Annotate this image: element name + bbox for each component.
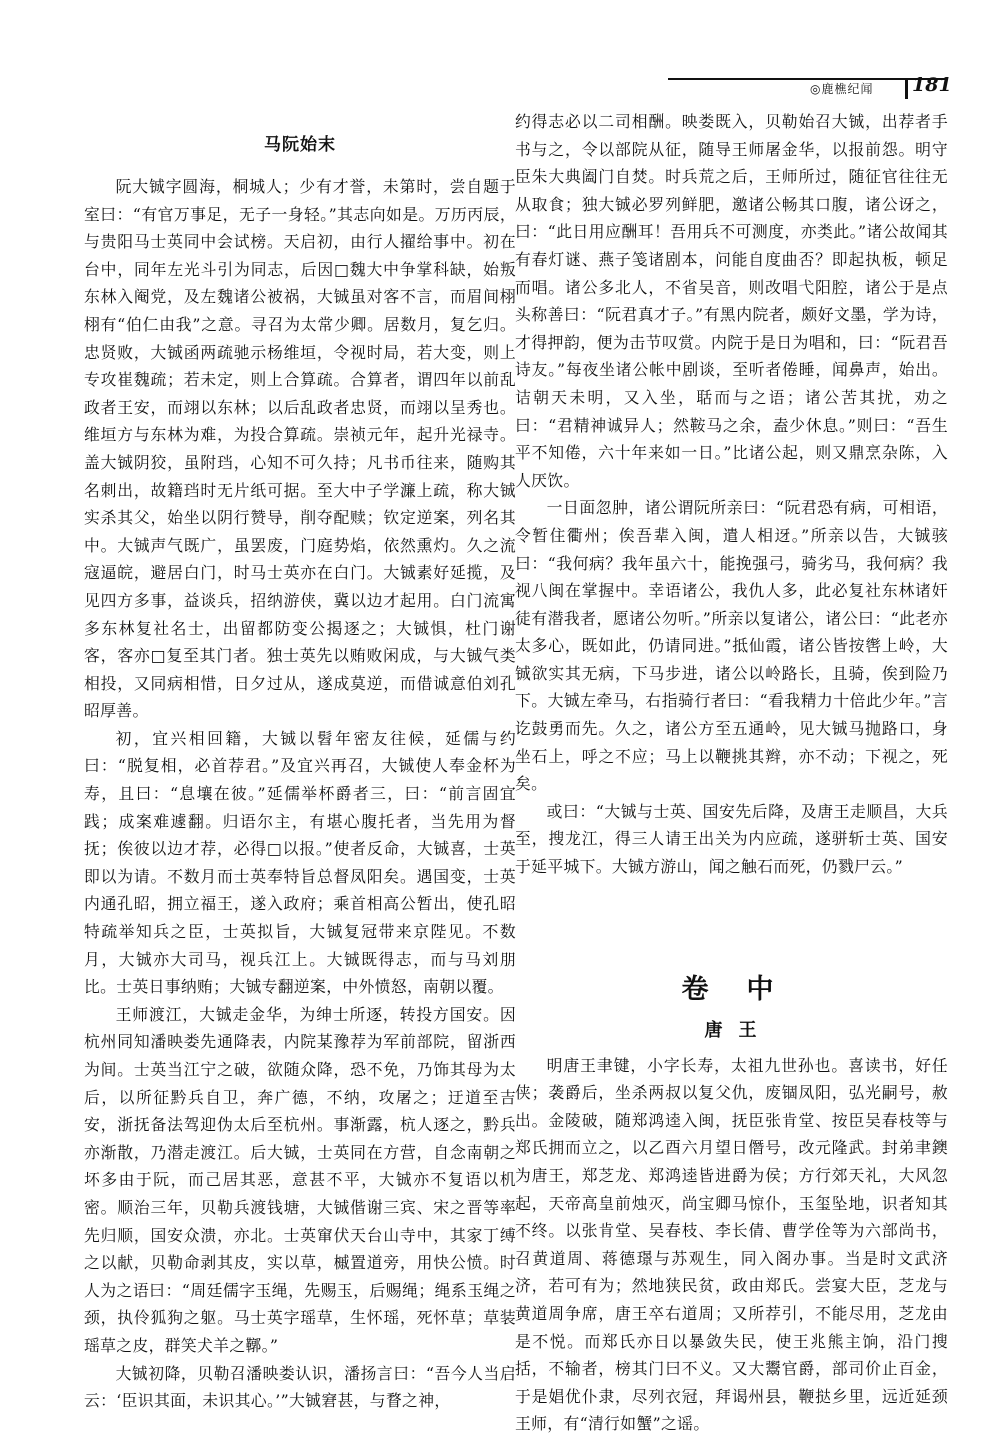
paragraph: 王师渡江，大铖走金华，为绅士所逐，转投方国安。因杭州同知潘映娄先通降表，内院某豫荐为军前部院，留浙西为间。士英当江宁之破，欲随众降，恐不免，乃饰其母为太后，以所征黔兵自卫，奔广德，不纳，攻屠之；迂道至吉安，浙抚备法驾迎伪太后至杭州。事渐露，杭人逐之，黔兵亦渐散，乃潜走渡江。后大铖，士英同在方营，自念南朝之坏多由于阮，而己居其恶，意甚不平，大铖亦不复语以机密。顺治三年，贝勒兵渡钱塘，大铖偕谢三宾、宋之晋等率先归顺，国安众溃，亦北。士英窜伏天台山寺中，其家丁缚之以献，贝勒命剥其皮，实以草，槭置道旁，用快公愤。时人为之语曰：“周廷儒字玉绳，先赐玉，后赐绳；绳系玉绳之颈，执伶狐狗之躯。马士英字瑶草，生怀瑶，死怀草；草装瑶草之皮，群笑犬羊之鞹。” bbox=[84, 1004, 516, 1355]
page-number: 181 bbox=[912, 74, 952, 96]
paragraph: 初，宜兴相回籍，大铖以髫年密友往候，延儒与约曰：“脱复相，必首荐君。”及宜兴再召，大铖使人奉金杯为寿，且曰：“息壤在彼。”延儒举杯爵者三，曰：“前言固宜践；成案难遽翻。归语尔主，有堪心腹托者，当先用为督抚；俟彼以边才荐，必得□以报。”使者反命，大铖喜，士英即以为请。不数月而士英奉特旨总督凤阳矣。遇国变，士英内通孔昭，拥立福王，遂入政府；乘首相高公暂出，使孔昭特疏举知兵之臣，士英拟旨，大铖复冠带来京陛见。不数月，大铖亦大司马，视兵江上。大铖既得志，而与马刘朋比。士英日事纳贿；大铖专翻逆案，中外愤怒，南朝以覆。 bbox=[84, 728, 516, 997]
header-bar bbox=[905, 79, 908, 99]
paragraph: 明唐王聿键，小字长寿，太祖九世孙也。喜读书，好任侠；袭爵后，坐杀两叔以复父仇，废锢凤阳，弘光嗣号，赦出。金陵破，随郑鸿逵入闽，抚臣张肯堂、按臣吴春枝等与郑氏拥而立之，以乙酉六月望日僭号，改元隆武。封弟聿鐭为唐王，郑芝龙、郑鸿逵皆进爵为侯；方行郊天礼，大风忽起，天帝高皇前烛灭，尚宝卿马惊仆，玉玺坠地，识者知其不终。以张肯堂、吴春枝、李长倩、曹学佺等为六部尚书，召黄道周、蒋德璟与苏观生，同入阁办事。当是时文武济济，若可有为；然地狭民贫，政由郑氏。尝宴大臣，芝龙与黄道周争席，唐王卒右道周；又所荐引，不能尽用，芝龙由是不悦。而郑氏亦日以暴敛失民，使王兆熊主饷，沿门搜括，不输者，榜其门曰不义。又大鬻官爵，部司价止百金，于是娼优仆隶，尽列衣冠，拜谒州县，鞭挞乡里，远近延颈王师，有“清行如蟹”之谣。 bbox=[515, 1055, 948, 1434]
paragraph: 或曰：“大铖与士英、国安先后降，及唐王走顺昌，大兵至，搜龙江，得三人请王出关为内应疏，遂骈斩士英、国安于延平城下。大铖方游山，闻之触石而死，仍戮尸云。” bbox=[515, 801, 948, 877]
chapter-title: 马阮始末 bbox=[264, 135, 336, 155]
paragraph: 大铖初降，贝勒召潘映娄认识，潘扬言曰：“吾今人当启云：‘臣识其面，未识其心。’”大铖窘甚，与瞀之神， bbox=[84, 1363, 516, 1411]
left-column bbox=[84, 108, 516, 1415]
paragraph: 一日面忽肿，诸公谓阮所亲曰：“阮君恐有病，可相语，令暂住衢州；俟吾辈入闽，遣人相迓。”所亲以告，大铖骇曰：“我何病？我年虽六十，能挽强弓，骑劣马，我何病？我视八闽在掌握中。幸语诸公，我仇人多，此必复社东林诸奸徒有潜我者，愿诸公勿听。”所亲以复诸公，诸公曰：“此老亦太多心，既如此，仍请同进。”抵仙霞，诸公皆按辔上岭，大铖欲实其无病，下马步进，诸公以岭路长，且骑，俟到险乃下。大铖左牵马，右指骑行者曰：“看我精力十倍此少年。”言讫鼓勇而先。久之，诸公方至五通岭，见大铖马抛路口，身坐石上，呼之不应；马上以鞭挑其辫，亦不动；下视之，死矣。 bbox=[515, 498, 948, 794]
volume-title: 卷中 bbox=[681, 973, 812, 1005]
section-spacer bbox=[515, 881, 948, 941]
section-title: 唐王 bbox=[704, 1019, 773, 1041]
paragraph: 约得志必以二司相酬。映娄既入，贝勒始召大铖，出荐者手书与之，令以部院从征，随导王师屠金华，以报前怨。明守臣朱大典阖门自焚。时兵荒之后，王师所过，随征官往往无从取食；独大铖必罗列鲜肥，邀诸公畅其口腹，诸公讶之，曰：“此日用应酬耳！吾用兵不可测度，亦类此。”诸公故闻其有春灯谜、燕子笺诸剧本，问能自度曲否？即起执板，顿足而唱。诸公多北人，不省吴音，则改唱弋阳腔，诸公于是点头称善曰：“阮君真才子。”有黑内院者，颇好文墨，学为诗，才得押韵，便为击节叹赏。内院于是日为唱和，曰：“阮君吾诗友。”每夜坐诸公帐中剧谈，至听者倦睡，闻鼻声，始出。诘朝天未明，又入坐，聒而与之语；诸公苦其扰，劝之曰：“君精神诚异人；然鞍马之余，盍少休息。”则曰：“吾生平不知倦，六十年来如一日。”比诸公起，则又鼎烹杂陈，入人厌饮。 bbox=[515, 112, 948, 490]
running-header-title: ◎鹿樵纪闻 bbox=[810, 82, 874, 96]
right-column bbox=[515, 108, 948, 1438]
paragraph: 阮大铖字圆海，桐城人；少有才誉，未第时，尝自题于室曰：“有官万事足，无子一身轻。”其志向如是。万历丙辰，与贵阳马士英同中会试榜。天启初，由行人擢给事中。初在台中，同年左光斗引为同志，后因□魏大中争掌科缺，始叛东林入阉党，及左魏诸公被祸，大铖虽对客不言，而眉间栩栩有“伯仁由我”之意。寻召为太常少卿。居数月，复乞归。忠贤败，大铖函两疏驰示杨维垣，令视时局，若大变，则上专攻崔魏疏；若未定，则上合算疏。合算者，谓四年以前乱政者王安，而翊以东林；以后乱政者忠贤，而翊以呈秀也。维垣方与东林为难，为投合算疏。崇祯元年，起升光禄寺。盖大铖阴狡，虽附珰，心知不可久持；凡书币往来，随购其名刺出，故籍珰时无片纸可据。至大中子学濂上疏，称大铖实杀其父，始坐以阴行赞导，削夺配赎；钦定逆案，列名其中。大铖声气既广，虽罢废，门庭势焰，依然熏灼。久之流寇逼皖，避居白门，时马士英亦在白门。大铖素好延揽，及见四方多事，益谈兵，招纳游侠，冀以边才起用。白门流寓多东林复社名士，出留都防变公揭逐之；大铖惧，杜门谢客，客亦□复至其门者。独士英先以贿败闲成，与大铖气类相投，又同病相惜，日夕过从，遂成莫逆，而借诚意伯刘孔昭厚善。 bbox=[84, 177, 516, 721]
